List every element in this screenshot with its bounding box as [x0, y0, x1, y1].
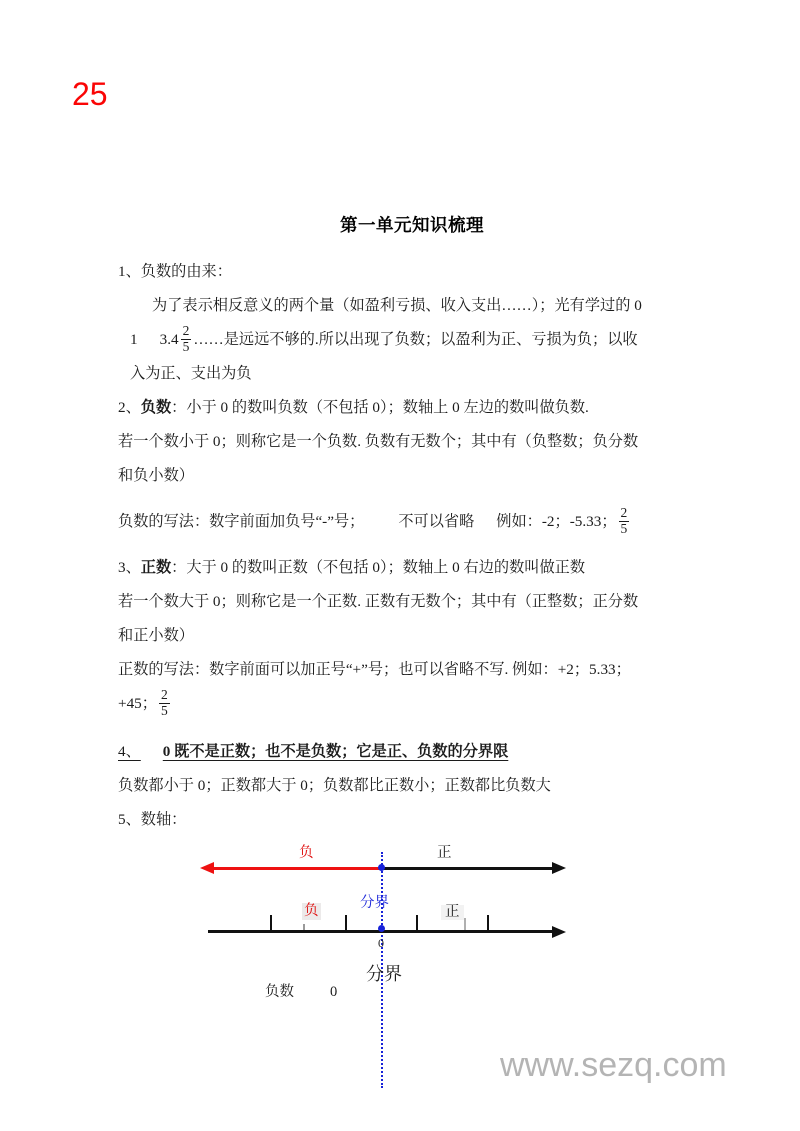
negative-write-rule-c: 例如：-2；-5.33；: [496, 513, 617, 530]
bottom-axis-zero-mark: 0: [378, 936, 384, 950]
negative-arrow-head-icon: [200, 862, 214, 874]
fraction-two-fifths-positive-example: [159, 688, 170, 718]
caption-zero: 0: [330, 984, 338, 1000]
axis-tick: [303, 924, 305, 930]
fraction-prefix-b: 3.4: [159, 331, 179, 348]
bottom-axis-origin-dot: [378, 925, 385, 932]
top-axis-positive-segment: [381, 867, 553, 870]
top-axis-origin-dot: [378, 864, 385, 871]
document-body: [118, 212, 684, 837]
site-watermark: www.sezq.com: [500, 1046, 727, 1084]
bottom-axis-positive-label: 正: [441, 905, 464, 920]
positive-write-rule: 正数的写法：数字前面可以加正号“+”号；也可以省略不写. 例如：+2；5.33；: [118, 661, 631, 678]
section-3-colon: ：: [171, 559, 187, 576]
top-axis-positive-label: 正: [437, 845, 452, 861]
section-4-statement: 0 既不是正数；也不是负数；它是正、负数的分界限: [162, 743, 509, 760]
section-2-line2: 若一个数小于 0；则称它是一个负数. 负数有无数个；其中有（负整数；负分数: [118, 433, 639, 450]
positive-example-45: +45；: [118, 695, 157, 712]
fraction-denominator: 5: [620, 520, 628, 536]
section-3-definition: 大于 0 的数叫正数（不包括 0）；数轴上 0 右边的数叫做正数: [186, 559, 586, 576]
boundary-label-caption: 分界: [366, 964, 402, 984]
section-5-heading: 5、数轴：: [118, 811, 187, 828]
section-2-colon: ：: [171, 399, 187, 416]
axis-tick: [270, 915, 272, 930]
section-3-term: 正数: [140, 559, 172, 576]
axis-tick: [487, 915, 489, 930]
section-2-heading: [118, 391, 684, 425]
bottom-axis-negative-label: 负: [304, 903, 319, 919]
section-3-number: 3、: [118, 559, 141, 576]
negative-write-rule: [118, 505, 684, 539]
axis-tick: [345, 915, 347, 930]
boundary-label-blue: 分界: [360, 895, 389, 911]
section-4-number: 4、: [118, 743, 141, 760]
section-4-heading: [118, 735, 684, 769]
section-1-fraction-line: [118, 323, 684, 357]
section-3-line2: 若一个数大于 0；则称它是一个正数. 正数有无数个；其中有（正整数；正分数: [118, 593, 639, 610]
top-axis-negative-segment: [213, 867, 381, 870]
fraction-denominator: 5: [160, 702, 168, 718]
page-number: 25: [72, 76, 108, 112]
section-3-heading: [118, 551, 684, 585]
top-axis-negative-label: 负: [299, 845, 314, 861]
axis-tick: [464, 918, 466, 930]
fraction-numerator: 2: [620, 505, 628, 521]
negative-write-rule-a: 负数的写法：数字前面加负号“-”号；: [118, 513, 365, 530]
negative-write-rule-b: 不可以省略: [398, 513, 475, 530]
section-1-heading: 1、负数的由来：: [118, 263, 232, 280]
fraction-numerator: 2: [160, 687, 168, 703]
section-2-line3: 和负小数）: [118, 467, 194, 484]
fraction-two-fifths-negative-example: [619, 506, 630, 536]
section-1-tail: 入为正、支出为负: [130, 365, 252, 382]
fraction-numerator: 2: [182, 323, 190, 339]
caption-negative-numbers: 负数: [265, 984, 294, 1000]
section-3-line3: 和正小数）: [118, 627, 194, 644]
fraction-two-fifths: [181, 324, 192, 354]
section-2-term: 负数: [140, 399, 172, 416]
positive-write-rule-tail: [118, 687, 684, 721]
positive-arrow-head-icon: [552, 862, 566, 874]
axis-tick: [416, 915, 418, 930]
section-2-number: 2、: [118, 399, 141, 416]
page-title: 第一单元知识梳理: [340, 216, 484, 236]
fraction-suffix-text: ……是远远不够的.所以出现了负数；以盈利为正、亏损为负；以收: [193, 331, 638, 348]
bottom-axis-arrow-head-icon: [552, 926, 566, 938]
fraction-denominator: 5: [182, 338, 190, 354]
section-1-paragraph: 为了表示相反意义的两个量（如盈利亏损、收入支出……）；光有学过的 0: [152, 297, 642, 314]
fraction-prefix-a: 1: [130, 331, 138, 348]
section-4-line2: 负数都小于 0；正数都大于 0；负数都比正数小；正数都比负数大: [118, 777, 551, 794]
section-2-definition: 小于 0 的数叫负数（不包括 0）；数轴上 0 左边的数叫做负数.: [186, 399, 589, 416]
